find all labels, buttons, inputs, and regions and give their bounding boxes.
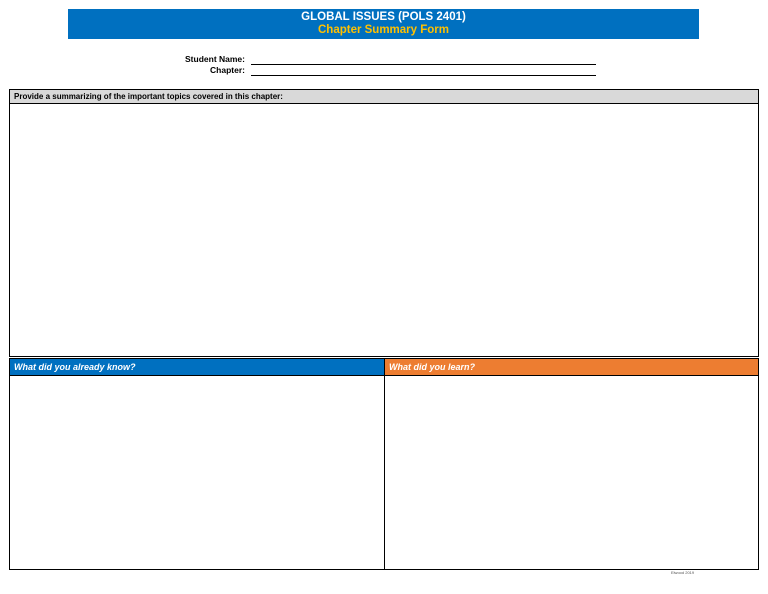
already-know-text-area[interactable]: [10, 376, 384, 570]
footer-note: Elwood 2019: [671, 570, 695, 575]
student-name-field[interactable]: [251, 64, 596, 65]
title-banner: [68, 9, 699, 39]
already-know-header: What did you already know?: [10, 359, 384, 376]
learned-text-area[interactable]: [385, 376, 758, 570]
student-name-label: Student Name:: [185, 54, 245, 64]
course-title: GLOBAL ISSUES (POLS 2401): [301, 11, 466, 23]
already-know-section: [9, 358, 384, 570]
summary-prompt: Provide a summarizing of the important topics covered in this chapter:: [10, 90, 758, 104]
summary-section: [9, 89, 759, 357]
learned-header: What did you learn?: [385, 359, 758, 376]
learned-section: [384, 358, 759, 570]
chapter-field[interactable]: [251, 75, 596, 76]
summary-text-area[interactable]: [10, 104, 758, 357]
form-title: Chapter Summary Form: [317, 24, 449, 36]
chapter-label: Chapter:: [210, 65, 245, 75]
